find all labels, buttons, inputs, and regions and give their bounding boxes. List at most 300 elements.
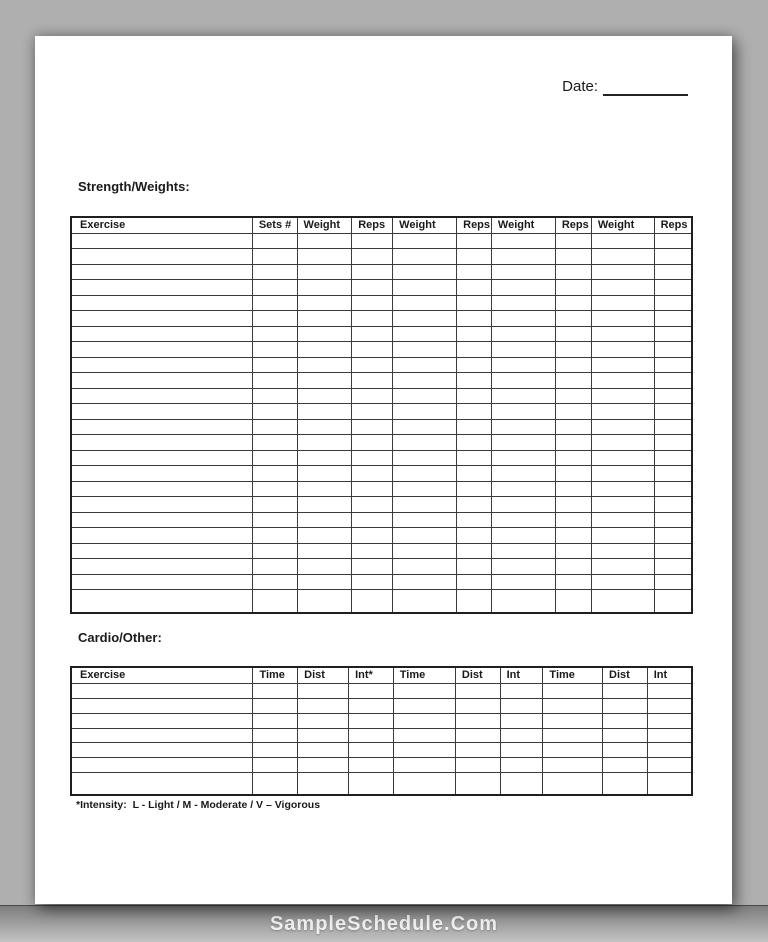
empty-cell <box>352 574 393 589</box>
empty-cell <box>71 264 252 279</box>
empty-cell <box>298 698 349 713</box>
empty-cell <box>591 295 654 310</box>
empty-cell <box>491 234 555 249</box>
empty-cell <box>555 311 591 326</box>
strength-col-reps-4: Reps <box>654 217 692 234</box>
empty-cell <box>457 481 492 496</box>
strength-table <box>70 216 693 614</box>
empty-cell <box>647 698 692 713</box>
empty-row <box>71 280 692 295</box>
empty-cell <box>393 234 457 249</box>
empty-cell <box>647 743 692 758</box>
empty-row <box>71 249 692 264</box>
empty-cell <box>654 264 692 279</box>
empty-cell <box>591 342 654 357</box>
empty-cell <box>500 713 543 728</box>
empty-cell <box>654 388 692 403</box>
date-label: Date: <box>562 78 598 95</box>
empty-cell <box>543 713 603 728</box>
empty-cell <box>591 512 654 527</box>
empty-cell <box>455 713 500 728</box>
empty-cell <box>654 559 692 574</box>
strength-col-weight-4: Weight <box>591 217 654 234</box>
empty-cell <box>252 543 297 558</box>
empty-cell <box>393 758 455 773</box>
empty-cell <box>352 528 393 543</box>
cardio-col-int-3: Int <box>647 667 692 684</box>
empty-cell <box>297 280 352 295</box>
empty-cell <box>393 450 457 465</box>
empty-cell <box>457 590 492 613</box>
empty-cell <box>297 435 352 450</box>
empty-cell <box>591 481 654 496</box>
empty-cell <box>252 528 297 543</box>
empty-cell <box>654 357 692 372</box>
empty-cell <box>457 342 492 357</box>
empty-cell <box>555 543 591 558</box>
empty-cell <box>71 743 253 758</box>
empty-cell <box>591 466 654 481</box>
empty-cell <box>349 743 394 758</box>
empty-cell <box>543 773 603 795</box>
empty-cell <box>298 758 349 773</box>
empty-cell <box>352 481 393 496</box>
empty-cell <box>543 758 603 773</box>
empty-row <box>71 497 692 512</box>
watermark-text: SampleSchedule.Com <box>269 912 499 935</box>
empty-row <box>71 234 692 249</box>
empty-cell <box>71 326 252 341</box>
empty-cell <box>298 773 349 795</box>
empty-cell <box>71 528 252 543</box>
empty-row <box>71 543 692 558</box>
empty-cell <box>654 466 692 481</box>
empty-cell <box>297 311 352 326</box>
empty-cell <box>253 728 298 743</box>
empty-cell <box>71 373 252 388</box>
empty-cell <box>555 342 591 357</box>
empty-cell <box>297 528 352 543</box>
empty-cell <box>352 373 393 388</box>
empty-row <box>71 388 692 403</box>
empty-row <box>71 311 692 326</box>
empty-cell <box>591 543 654 558</box>
empty-cell <box>555 590 591 613</box>
empty-cell <box>591 326 654 341</box>
empty-cell <box>457 466 492 481</box>
empty-cell <box>654 574 692 589</box>
empty-cell <box>500 698 543 713</box>
empty-cell <box>297 512 352 527</box>
empty-cell <box>352 280 393 295</box>
cardio-col-time-1: Time <box>253 667 298 684</box>
empty-cell <box>71 295 252 310</box>
empty-cell <box>591 574 654 589</box>
empty-cell <box>491 450 555 465</box>
empty-cell <box>71 466 252 481</box>
empty-cell <box>543 728 603 743</box>
empty-cell <box>393 295 457 310</box>
empty-cell <box>491 590 555 613</box>
empty-cell <box>352 234 393 249</box>
empty-cell <box>352 450 393 465</box>
empty-cell <box>555 249 591 264</box>
empty-cell <box>393 728 455 743</box>
strength-section-title: Strength/Weights: <box>78 179 190 194</box>
empty-cell <box>252 373 297 388</box>
empty-cell <box>457 234 492 249</box>
empty-cell <box>647 773 692 795</box>
empty-cell <box>297 419 352 434</box>
empty-cell <box>555 388 591 403</box>
empty-cell <box>555 481 591 496</box>
empty-cell <box>297 481 352 496</box>
empty-cell <box>297 574 352 589</box>
empty-cell <box>555 512 591 527</box>
empty-cell <box>491 574 555 589</box>
empty-cell <box>491 357 555 372</box>
empty-cell <box>603 773 648 795</box>
empty-cell <box>253 713 298 728</box>
empty-cell <box>252 234 297 249</box>
empty-cell <box>252 311 297 326</box>
empty-cell <box>455 773 500 795</box>
empty-cell <box>297 450 352 465</box>
empty-row <box>71 728 692 743</box>
cardio-col-dist-1: Dist <box>298 667 349 684</box>
empty-cell <box>591 388 654 403</box>
empty-row <box>71 559 692 574</box>
empty-cell <box>457 450 492 465</box>
empty-cell <box>555 295 591 310</box>
empty-cell <box>654 481 692 496</box>
empty-cell <box>352 466 393 481</box>
cardio-table-body <box>71 684 692 796</box>
empty-cell <box>349 684 394 699</box>
strength-col-exercise: Exercise <box>71 217 252 234</box>
empty-cell <box>252 559 297 574</box>
empty-cell <box>393 311 457 326</box>
empty-cell <box>591 264 654 279</box>
empty-cell <box>349 758 394 773</box>
empty-cell <box>393 497 457 512</box>
empty-cell <box>71 249 252 264</box>
empty-cell <box>252 404 297 419</box>
empty-cell <box>297 466 352 481</box>
empty-cell <box>555 264 591 279</box>
empty-cell <box>603 684 648 699</box>
strength-table-body <box>71 234 692 614</box>
empty-cell <box>455 743 500 758</box>
empty-cell <box>654 234 692 249</box>
strength-col-sets: Sets # <box>252 217 297 234</box>
empty-cell <box>603 728 648 743</box>
empty-cell <box>491 342 555 357</box>
empty-cell <box>352 435 393 450</box>
empty-cell <box>654 528 692 543</box>
empty-cell <box>71 684 253 699</box>
empty-cell <box>603 758 648 773</box>
empty-cell <box>71 512 252 527</box>
empty-cell <box>71 481 252 496</box>
empty-cell <box>393 280 457 295</box>
empty-cell <box>491 512 555 527</box>
empty-cell <box>71 311 252 326</box>
empty-cell <box>543 684 603 699</box>
empty-cell <box>591 234 654 249</box>
cardio-col-exercise: Exercise <box>71 667 253 684</box>
empty-cell <box>352 590 393 613</box>
empty-cell <box>654 512 692 527</box>
empty-cell <box>603 698 648 713</box>
empty-cell <box>455 684 500 699</box>
cardio-col-dist-2: Dist <box>455 667 500 684</box>
empty-cell <box>252 419 297 434</box>
empty-row <box>71 481 692 496</box>
empty-cell <box>647 758 692 773</box>
empty-row <box>71 404 692 419</box>
empty-cell <box>71 357 252 372</box>
empty-cell <box>654 249 692 264</box>
empty-cell <box>457 357 492 372</box>
empty-row <box>71 528 692 543</box>
empty-cell <box>297 543 352 558</box>
empty-cell <box>298 684 349 699</box>
empty-cell <box>352 342 393 357</box>
empty-cell <box>654 373 692 388</box>
empty-cell <box>393 373 457 388</box>
empty-cell <box>393 388 457 403</box>
empty-cell <box>491 435 555 450</box>
empty-cell <box>297 264 352 279</box>
cardio-col-int-1: Int* <box>349 667 394 684</box>
empty-row <box>71 466 692 481</box>
empty-cell <box>297 295 352 310</box>
empty-cell <box>352 264 393 279</box>
empty-cell <box>555 419 591 434</box>
empty-cell <box>297 234 352 249</box>
empty-cell <box>491 497 555 512</box>
empty-cell <box>252 574 297 589</box>
empty-cell <box>352 543 393 558</box>
empty-cell <box>349 713 394 728</box>
empty-cell <box>252 388 297 403</box>
empty-cell <box>654 497 692 512</box>
cardio-header-row <box>71 667 692 684</box>
empty-cell <box>491 311 555 326</box>
empty-row <box>71 684 692 699</box>
empty-cell <box>491 326 555 341</box>
empty-cell <box>457 264 492 279</box>
empty-cell <box>654 280 692 295</box>
empty-cell <box>457 543 492 558</box>
empty-cell <box>654 342 692 357</box>
empty-cell <box>297 388 352 403</box>
empty-cell <box>591 528 654 543</box>
empty-cell <box>71 698 253 713</box>
strength-col-weight-3: Weight <box>491 217 555 234</box>
empty-row <box>71 326 692 341</box>
empty-row <box>71 342 692 357</box>
empty-cell <box>253 684 298 699</box>
empty-cell <box>457 373 492 388</box>
empty-cell <box>393 574 457 589</box>
strength-col-reps-3: Reps <box>555 217 591 234</box>
empty-cell <box>297 559 352 574</box>
empty-cell <box>252 481 297 496</box>
empty-cell <box>393 342 457 357</box>
empty-row <box>71 264 692 279</box>
empty-row <box>71 713 692 728</box>
empty-cell <box>457 326 492 341</box>
empty-cell <box>71 728 253 743</box>
cardio-col-dist-3: Dist <box>603 667 648 684</box>
empty-cell <box>393 743 455 758</box>
empty-row <box>71 450 692 465</box>
empty-cell <box>491 388 555 403</box>
empty-cell <box>253 743 298 758</box>
empty-cell <box>491 295 555 310</box>
empty-cell <box>393 698 455 713</box>
footer-strip <box>0 905 768 942</box>
empty-cell <box>500 728 543 743</box>
empty-cell <box>297 404 352 419</box>
empty-cell <box>491 419 555 434</box>
empty-cell <box>654 295 692 310</box>
empty-cell <box>654 311 692 326</box>
empty-cell <box>500 773 543 795</box>
empty-cell <box>491 528 555 543</box>
empty-cell <box>352 419 393 434</box>
empty-cell <box>393 326 457 341</box>
empty-cell <box>71 543 252 558</box>
cardio-section-title: Cardio/Other: <box>78 630 162 645</box>
empty-cell <box>555 450 591 465</box>
cardio-col-time-2: Time <box>393 667 455 684</box>
empty-cell <box>393 435 457 450</box>
empty-cell <box>352 357 393 372</box>
empty-cell <box>457 404 492 419</box>
empty-cell <box>455 698 500 713</box>
empty-cell <box>591 249 654 264</box>
empty-cell <box>457 528 492 543</box>
empty-cell <box>252 357 297 372</box>
empty-cell <box>253 698 298 713</box>
empty-cell <box>491 264 555 279</box>
empty-cell <box>252 326 297 341</box>
empty-cell <box>591 435 654 450</box>
cardio-col-time-3: Time <box>543 667 603 684</box>
empty-cell <box>591 559 654 574</box>
empty-cell <box>393 264 457 279</box>
empty-cell <box>555 404 591 419</box>
empty-cell <box>555 497 591 512</box>
empty-cell <box>647 684 692 699</box>
empty-cell <box>393 528 457 543</box>
strength-col-reps-1: Reps <box>352 217 393 234</box>
empty-row <box>71 743 692 758</box>
empty-cell <box>297 590 352 613</box>
empty-cell <box>71 713 253 728</box>
empty-cell <box>491 543 555 558</box>
empty-cell <box>393 357 457 372</box>
empty-cell <box>71 342 252 357</box>
empty-cell <box>71 590 252 613</box>
empty-cell <box>71 574 252 589</box>
empty-row <box>71 419 692 434</box>
empty-cell <box>591 404 654 419</box>
empty-cell <box>491 559 555 574</box>
empty-cell <box>297 249 352 264</box>
empty-cell <box>71 404 252 419</box>
empty-cell <box>253 773 298 795</box>
empty-cell <box>252 295 297 310</box>
intensity-footnote: *Intensity: L - Light / M - Moderate / V – Vigorous <box>76 799 321 811</box>
empty-cell <box>393 684 455 699</box>
empty-cell <box>654 326 692 341</box>
empty-cell <box>252 249 297 264</box>
empty-cell <box>252 280 297 295</box>
empty-cell <box>491 280 555 295</box>
empty-cell <box>457 295 492 310</box>
empty-cell <box>457 559 492 574</box>
cardio-table <box>70 666 693 796</box>
empty-cell <box>457 512 492 527</box>
empty-cell <box>252 497 297 512</box>
empty-cell <box>591 497 654 512</box>
strength-col-weight-1: Weight <box>297 217 352 234</box>
empty-cell <box>591 311 654 326</box>
empty-cell <box>555 234 591 249</box>
empty-cell <box>491 249 555 264</box>
empty-cell <box>393 249 457 264</box>
empty-cell <box>71 280 252 295</box>
empty-cell <box>252 435 297 450</box>
empty-cell <box>71 419 252 434</box>
empty-cell <box>455 758 500 773</box>
empty-cell <box>654 450 692 465</box>
workout-log-sheet <box>35 36 732 904</box>
empty-cell <box>352 249 393 264</box>
empty-cell <box>352 326 393 341</box>
empty-cell <box>393 481 457 496</box>
empty-cell <box>591 280 654 295</box>
empty-cell <box>71 559 252 574</box>
empty-cell <box>647 713 692 728</box>
empty-row <box>71 295 692 310</box>
empty-cell <box>654 435 692 450</box>
empty-cell <box>393 466 457 481</box>
date-blank-line <box>603 80 688 96</box>
empty-cell <box>500 684 543 699</box>
empty-cell <box>393 559 457 574</box>
empty-cell <box>457 311 492 326</box>
empty-cell <box>352 295 393 310</box>
empty-cell <box>349 698 394 713</box>
empty-cell <box>298 728 349 743</box>
empty-cell <box>71 450 252 465</box>
empty-cell <box>654 419 692 434</box>
empty-cell <box>349 728 394 743</box>
empty-row <box>71 698 692 713</box>
empty-cell <box>455 728 500 743</box>
empty-cell <box>555 435 591 450</box>
empty-cell <box>543 743 603 758</box>
empty-cell <box>457 435 492 450</box>
empty-cell <box>349 773 394 795</box>
empty-cell <box>457 280 492 295</box>
empty-cell <box>591 450 654 465</box>
